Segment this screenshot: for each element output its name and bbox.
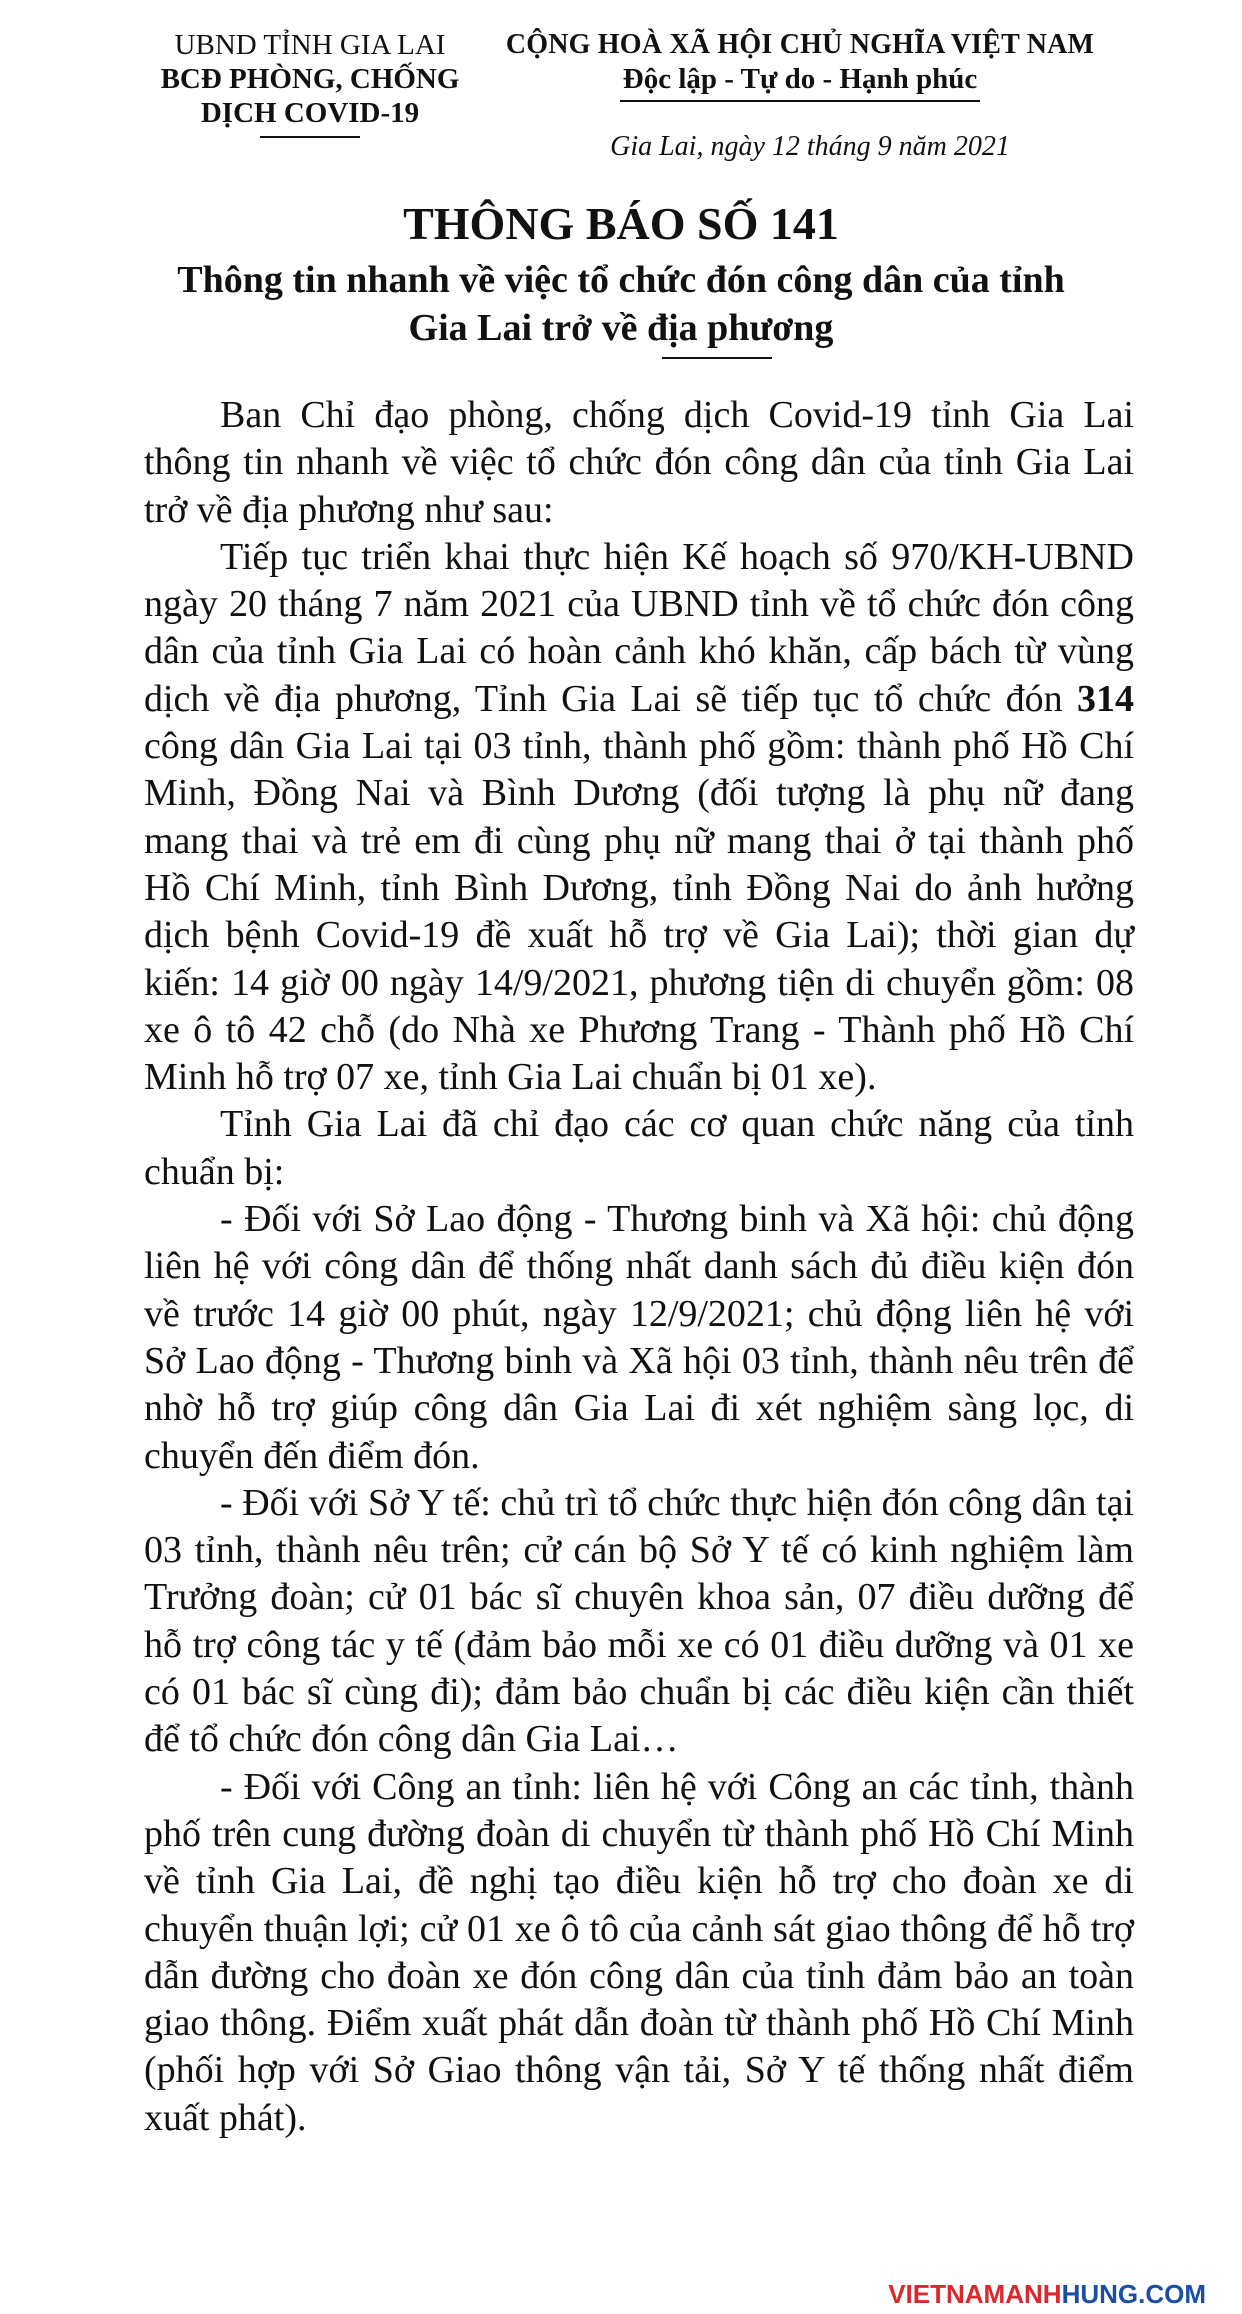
- paragraph-intro: Ban Chỉ đạo phòng, chống dịch Covid-19 tỉnh Gia Lai thông tin nhanh về việc tổ chức đón công dân của tỉnh Gia Lai trở về địa phương như sau:: [144, 394, 1134, 531]
- document-body: [144, 392, 1134, 2142]
- paragraph-plan: [144, 534, 1134, 1102]
- paragraph-plan-text-2: công dân Gia Lai tại 03 tỉnh, thành phố gồm: thành phố Hồ Chí Minh, Đồng Nai và Bình Dương (đối tượng là phụ nữ đang mang thai và trẻ em đi cùng phụ nữ mang thai ở tại thành phố Hồ Chí Minh, tỉnh Bình Dương, tỉnh Đồng Nai do ảnh hưởng dịch bệnh Covid-19 đề xuất hỗ trợ về Gia Lai); thời gian dự kiến: 14 giờ 00 ngày 14/9/2021, phương tiện di chuyển gồm: 08 xe ô tô 42 chỗ (do Nhà xe Phương Trang - Thành phố Hồ Chí Minh hỗ trợ 07 xe, tỉnh Gia Lai chuẩn bị 01 xe).: [144, 725, 1134, 1099]
- agency-line-3: DỊCH COVID-19: [200, 97, 420, 129]
- watermark-part-2: HUNG.COM: [1061, 2279, 1206, 2309]
- subtitle-line-1: Thông tin nhanh về việc tổ chức đón công dân của tỉnh: [177, 259, 1065, 301]
- motto: Độc lập - Tự do - Hạnh phúc: [622, 63, 978, 95]
- document-title: THÔNG BÁO SỐ 141: [403, 198, 839, 249]
- document-subtitle: [100, 256, 1142, 352]
- watermark-part-1: VIETNAMANH: [888, 2279, 1062, 2309]
- agency-line-2: BCĐ PHÒNG, CHỐNG: [160, 63, 460, 95]
- paragraph-health-dept: - Đối với Sở Y tế: chủ trì tổ chức thực hiện đón công dân tại 03 tỉnh, thành nêu trên; cử cán bộ Sở Y tế có kinh nghiệm làm Trưởng đoàn; cử 01 bác sĩ chuyên khoa sản, 07 điều dưỡng để hỗ trợ công tác y tế (đảm bảo mỗi xe có 01 điều dưỡng và 01 xe có 01 bác sĩ cùng đi); đảm bảo chuẩn bị các điều kiện cần thiết để tổ chức đón công dân Gia Lai…: [144, 1481, 1134, 1761]
- paragraph-labor-dept: - Đối với Sở Lao động - Thương binh và Xã hội: chủ động liên hệ với công dân để thống nhất danh sách đủ điều kiện đón về trước 14 giờ 00 phút, ngày 12/9/2021; chủ động liên hệ với Sở Lao động - Thương binh và Xã hội 03 tỉnh, thành nêu trên để nhờ hỗ trợ giúp công dân Gia Lai đi xét nghiệm sàng lọc, di chuyển đến điểm đón.: [144, 1198, 1134, 1477]
- site-watermark: [888, 2279, 1206, 2310]
- subtitle-line-2: Gia Lai trở về địa phương: [408, 307, 834, 349]
- agency-line-1: UBND TỈNH GIA LAI: [174, 29, 446, 61]
- paragraph-plan-text-1: Tiếp tục triển khai thực hiện Kế hoạch số 970/KH-UBND ngày 20 tháng 7 năm 2021 của UBND tỉnh về tổ chức đón công dân của tỉnh Gia Lai có hoàn cảnh khó khăn, cấp bách từ vùng dịch về địa phương, Tỉnh Gia Lai sẽ tiếp tục tổ chức đón: [144, 535, 1134, 720]
- issuing-agency: [120, 28, 500, 138]
- paragraph-police: - Đối với Công an tỉnh: liên hệ với Công an các tỉnh, thành phố trên cung đường đoàn di chuyển từ thành phố Hồ Chí Minh về tỉnh Gia Lai, đề nghị tạo điều kiện hỗ trợ cho đoàn xe di chuyển thuận lợi; cử 01 xe ô tô của cảnh sát giao thông để hỗ trợ dẫn đường cho đoàn xe đón công dân của tỉnh đảm bảo an toàn giao thông. Điểm xuất phát dẫn đoàn từ thành phố Hồ Chí Minh (phối hợp với Sở Giao thông vận tải, Sở Y tế thống nhất điểm xuất phát).: [144, 1765, 1134, 2139]
- citizen-count: 314: [1077, 677, 1134, 720]
- agency-underline: [260, 136, 360, 138]
- motto-underline: [620, 100, 980, 102]
- document-date: Gia Lai, ngày 12 tháng 9 năm 2021: [610, 131, 1010, 162]
- subtitle-underline: [662, 357, 772, 359]
- nation-name: CỘNG HOÀ XÃ HỘI CHỦ NGHĨA VIỆT NAM: [505, 29, 1095, 60]
- paragraph-directive: Tỉnh Gia Lai đã chỉ đạo các cơ quan chức năng của tỉnh chuẩn bị:: [144, 1103, 1134, 1193]
- national-motto: [480, 28, 1120, 102]
